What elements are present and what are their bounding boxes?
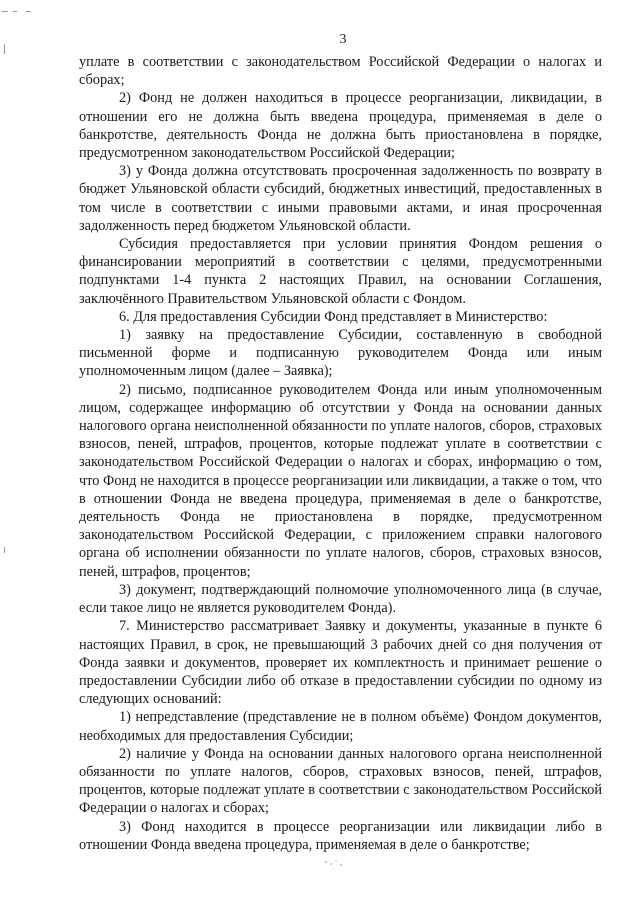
document-body bbox=[79, 53, 602, 854]
scan-artifact-top-left bbox=[2, 11, 8, 12]
scan-artifact-left-edge bbox=[4, 547, 5, 553]
paragraph: 7. Министерство рассматривает Заявку и документы, указанные в пункте 6 настоящих Правил, в срок, не превышающий 3 рабочих дней со дня получения от Фонда заявки и документов, проверяет их комплектность и принимает решение о предоставлении Субсидии либо об отказе в предоставлении субсидии по одному из следующих оснований: bbox=[79, 618, 602, 708]
paragraph: 2) наличие у Фонда на основании данных налогового органа неисполненной обязанности по уплате налогов, сборов, страховых взносов, пеней, штрафов, процентов, которые подлежат уплате в соответствии с законодательством Российской Федерации о налогах и сборах; bbox=[79, 745, 602, 817]
paragraph: Субсидия предоставляется при условии принятия Фондом решения о финансировании мероприятий в соответствии с целями, предусмотренными подпунктами 1-4 пункта 2 настоящих Правил, на основании Соглашения, заключённого Правительством Ульяновской области с Фондом. bbox=[79, 236, 602, 307]
scan-artifact-top-left bbox=[26, 11, 31, 12]
scan-artifact-dots bbox=[323, 858, 345, 868]
paragraph: 6. Для предоставления Субсидии Фонд представляет в Министерство: bbox=[119, 308, 548, 325]
paragraph: 3) у Фонда должна отсутствовать просроченная задолженность по возврату в бюджет Ульяновской области субсидий, бюджетных инвестиций, предоставленных в том числе в соответствии с иными правовыми актами, и иная просроченная задолженность перед бюджетом Ульяновской области. bbox=[79, 163, 602, 234]
paragraph: 3) Фонд находится в процессе реорганизации или ликвидации либо в отношении Фонда введена процедура, применяемая в деле о банкротстве; bbox=[79, 818, 602, 853]
paragraph: 1) непредставление (представление не в полном объёме) Фондом документов, необходимых для предоставления Субсидии; bbox=[79, 709, 602, 744]
page-number: 3 bbox=[339, 32, 347, 47]
paragraph: 2) Фонд не должен находиться в процессе реорганизации, ликвидации, в отношении его не должна быть введена процедура, применяемая в деле о банкротстве, деятельность Фонда не должна быть приостановлена в порядке, предусмотренном законодательством Российской Федерации; bbox=[79, 90, 602, 162]
paragraph: 3) документ, подтверждающий полномочие уполномоченного лица (в случае, если такое лицо не является руководителем Фонда). bbox=[79, 581, 602, 617]
paragraph: 2) письмо, подписанное руководителем Фонда или иным уполномоченным лицом, содержащее информацию об отсутствии у Фонда на основании данных налогового органа неисполненной обязанности по уплате налогов, сборов, страховых взносов, пеней, штрафов, процентов, которые подлежат уплате в соответствии с законодательством Российской Федерации о налогах и сборах, информацию о том, что Фонд не находится в процессе реорганизации или ликвидации, а также о том, что в отношении Фонда не введена процедура, применяемая в деле о банкротстве, деятельность Фонда не приостановлена в порядке, предусмотренном законодательством Российской Федерации, с приложением справки налогового органа об исполнении обязанности по уплате налогов, сборов, страховых взносов, пеней, штрафов, процентов; bbox=[79, 381, 602, 580]
paragraph: уплате в соответствии с законодательством Российской Федерации о налогах и сборах; bbox=[79, 54, 602, 89]
scan-artifact-top-left bbox=[13, 11, 17, 12]
paragraph: 1) заявку на предоставление Субсидии, составленную в свободной письменной форме и подписанную руководителем Фонда или иным уполномоченным лицом (далее – Заявка); bbox=[79, 327, 602, 380]
